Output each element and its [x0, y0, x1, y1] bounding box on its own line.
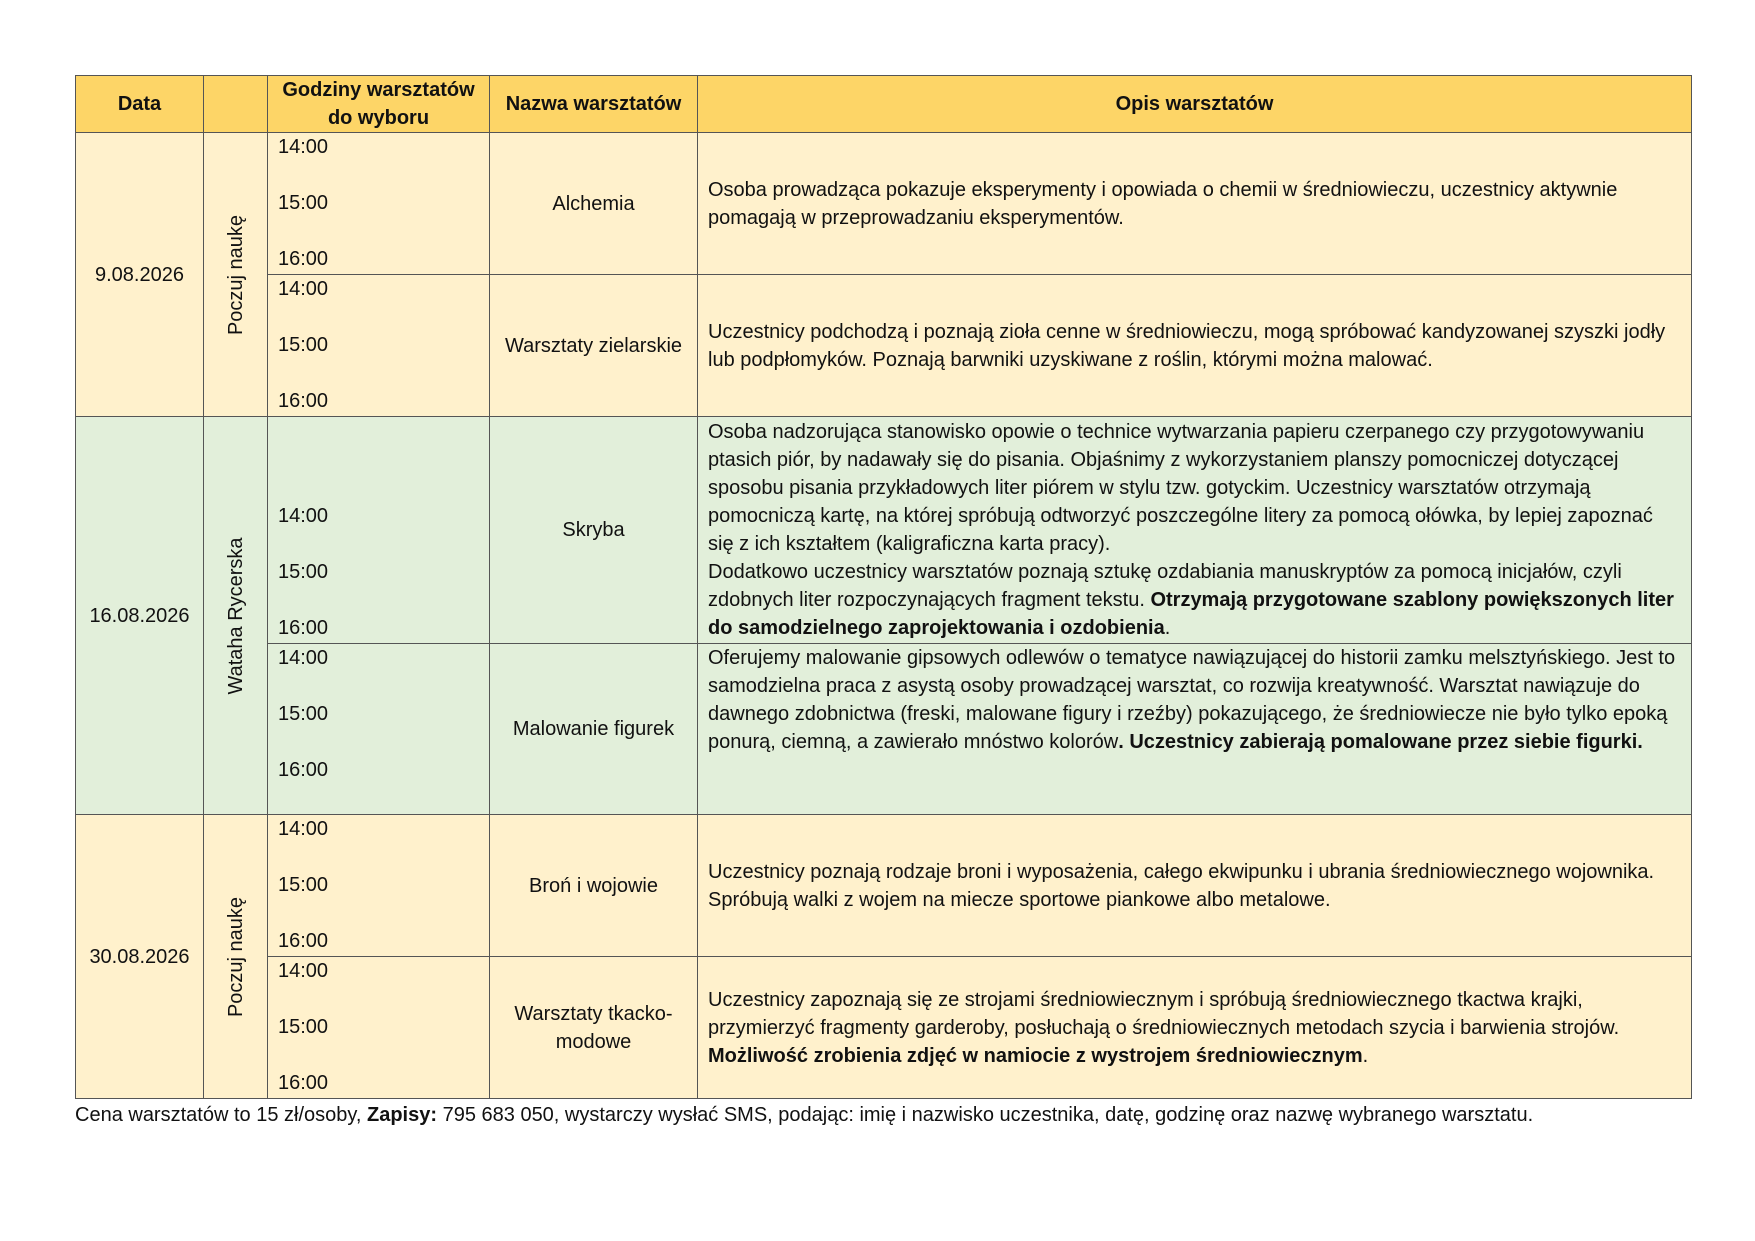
- footer-bold-label: Zapisy:: [367, 1104, 438, 1126]
- header-name: Nazwa warsztatów: [490, 76, 698, 133]
- header-hours: Godziny warsztatów do wyboru: [268, 76, 490, 133]
- workshop-name: Warsztaty zielarskie: [504, 334, 683, 357]
- date-cell: 30.08.2026: [76, 815, 204, 1099]
- description-bold-text: Możliwość zrobienia zdjęć w namiocie z wystrojem średniowiecznym: [708, 1044, 1363, 1067]
- description-text: Oferujemy malowanie gipsowych odlewów o tematyce nawiązującej do historii zamku melsztyńskiego. Jest to samodzielna praca z asystą osoby prowadzącej warsztat, co rozwija kreatywność. Warsztat nawiązuje do dawnego zdobnictwa (freski, malowane figury i rzeźby) pokazującego, że średniowiecze nie było tylko epoką ponurą, ciemną, a zawierało mnóstwo kolorów: [708, 647, 1676, 753]
- hour-label: 16:00: [278, 759, 329, 781]
- table-row: [76, 957, 1692, 1099]
- description-text: Uczestnicy zapoznają się ze strojami średniowiecznym i spróbują średniowiecznego tkactwa krajki, przymierzyć fragmenty garderoby, posłuchają o średniowiecznych metodach szycia i barwienia strojów.: [708, 988, 1620, 1039]
- description-bold-text: . Uczestnicy zabierają pomalowane przez siebie figurki.: [1118, 731, 1643, 753]
- workshop-name: Broń i wojowie: [529, 874, 658, 897]
- header-description: Opis warsztatów: [698, 76, 1692, 133]
- workshop-description: [698, 815, 1692, 957]
- hour-label: 15:00: [278, 192, 329, 214]
- hours-cell: [268, 133, 490, 275]
- description-text: .: [1164, 617, 1171, 639]
- hour-label: 15:00: [278, 874, 329, 896]
- document: [75, 75, 1691, 1129]
- description-text: Dodatkowo uczestnicy warsztatów poznają sztukę ozdabiania manuskryptów za pomocą inicjałów, czyli zdobnych liter rozpoczynających fragment tekstu.: [708, 561, 1622, 611]
- workshop-description: [698, 133, 1692, 275]
- workshop-description: [698, 275, 1692, 417]
- hour-label: 14:00: [278, 647, 329, 669]
- organizer-label: Poczuj naukę: [224, 214, 247, 335]
- table-row: [76, 275, 1692, 417]
- footer-text: 795 683 050, wystarczy wysłać SMS, podając: imię i nazwisko uczestnika, datę, godzinę oraz nazwę wybranego warsztatu.: [437, 1104, 1534, 1126]
- hour-label: 14:00: [278, 278, 329, 300]
- organizer-label: Wataha Rycerska: [224, 536, 247, 695]
- table-row: [76, 644, 1692, 815]
- hours-cell: [268, 957, 490, 1099]
- hour-label: 15:00: [278, 561, 329, 583]
- hours-cell: [268, 417, 490, 644]
- date-cell: 16.08.2026: [76, 417, 204, 815]
- table-row: [76, 815, 1692, 957]
- workshop-name-cell: [490, 815, 698, 957]
- hours-cell: [268, 644, 490, 815]
- workshop-name: Skryba: [562, 519, 625, 541]
- workshop-name-cell: [490, 957, 698, 1099]
- hour-label: 14:00: [278, 960, 329, 982]
- footer-text: Cena warsztatów to 15 zł/osoby,: [75, 1104, 367, 1126]
- workshop-name: Warsztaty tkacko-modowe: [514, 1002, 673, 1053]
- hour-label: 15:00: [278, 703, 329, 725]
- hours-cell: [268, 275, 490, 417]
- table-row: [76, 417, 1692, 644]
- description-text: Osoba prowadząca pokazuje eksperymenty i opowiada o chemii w średniowieczu, uczestnicy aktywnie pomagają w przeprowadzaniu eksperymentów.: [708, 178, 1618, 229]
- description-text: Uczestnicy poznają rodzaje broni i wyposażenia, całego ekwipunku i ubrania średniowiecznego wojownika. Spróbują walki z wojem na miecze sportowe piankowe albo metalowe.: [708, 860, 1655, 911]
- hour-label: 14:00: [278, 136, 329, 158]
- workshop-name: Alchemia: [552, 192, 635, 215]
- hour-label: 16:00: [278, 617, 329, 639]
- organizer-cell: [204, 417, 268, 815]
- hour-label: 16:00: [278, 930, 329, 952]
- description-text: Uczestnicy podchodzą i poznają zioła cenne w średniowieczu, mogą spróbować kandyzowanej szyszki jodły lub podpłomyków. Poznają barwniki uzyskiwane z roślin, którymi można malować.: [708, 320, 1666, 371]
- organizer-cell: [204, 815, 268, 1099]
- workshop-name: Malowanie figurek: [512, 718, 675, 740]
- workshop-name-cell: [490, 275, 698, 417]
- table-row: [76, 133, 1692, 275]
- organizer-cell: [204, 133, 268, 417]
- hour-label: 15:00: [278, 334, 329, 356]
- footer-note: [75, 1101, 1691, 1129]
- workshop-name-cell: [490, 644, 698, 815]
- organizer-label: Poczuj naukę: [224, 896, 247, 1017]
- hours-cell: [268, 815, 490, 957]
- description-text: .: [1362, 1044, 1369, 1067]
- header-blank: [204, 76, 268, 133]
- hour-label: 16:00: [278, 390, 329, 412]
- workshop-description: [698, 417, 1692, 644]
- description-bold-text: Otrzymają przygotowane szablony powiększonych liter do samodzielnego zaprojektowania i ozdobienia: [708, 589, 1674, 639]
- table-header-row: [76, 76, 1692, 133]
- date-cell: 9.08.2026: [76, 133, 204, 417]
- hour-label: 16:00: [278, 248, 329, 270]
- header-date: Data: [76, 76, 204, 133]
- description-text: Osoba nadzorująca stanowisko opowie o technice wytwarzania papieru czerpanego czy przygotowywaniu ptasich piór, by nadawały się do pisania. Objaśnimy z wykorzystaniem planszy pomocniczej dotyczącej sposobu pisania przykładowych liter piórem w stylu tzw. gotyckim. Uczestnicy warsztatów otrzymają pomocniczą kartę, na której spróbują odtworzyć poszczególne litery za pomocą ołówka, by lepiej zapoznać się z ich kształtem (kaligraficzna karta pracy).: [708, 421, 1653, 555]
- workshop-description: [698, 644, 1692, 815]
- hour-label: 16:00: [278, 1072, 329, 1094]
- workshop-description: [698, 957, 1692, 1099]
- hour-label: 14:00: [278, 505, 329, 527]
- hour-label: 14:00: [278, 818, 329, 840]
- hour-label: 15:00: [278, 1016, 329, 1038]
- workshop-schedule-table: [75, 75, 1692, 1099]
- workshop-name-cell: [490, 417, 698, 644]
- workshop-name-cell: [490, 133, 698, 275]
